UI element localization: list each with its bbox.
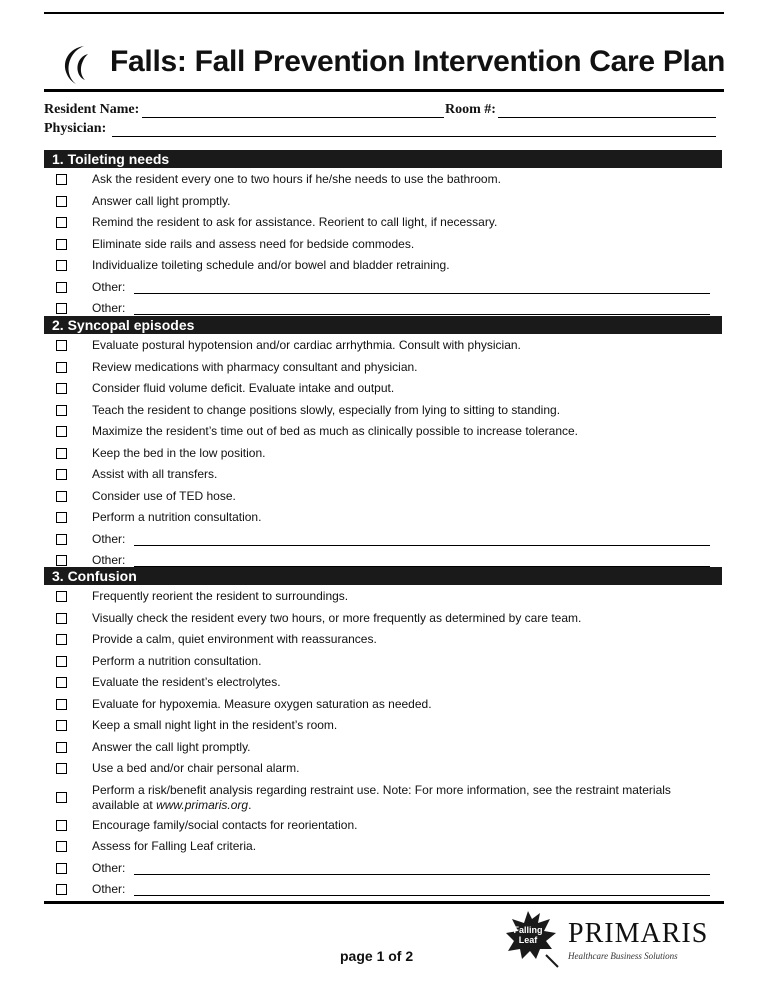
room-number-label: Room #: — [445, 102, 496, 117]
checklist-item-text — [92, 718, 718, 733]
checklist-item-text — [92, 818, 718, 833]
checklist-item — [56, 194, 722, 210]
falling-leaf-label: Falling Leaf — [513, 925, 543, 945]
resident-name-label: Resident Name: — [44, 102, 140, 117]
checkbox[interactable] — [56, 239, 67, 250]
checkbox[interactable] — [56, 426, 67, 437]
checklist-item-text — [92, 403, 718, 418]
checklist-item-text — [92, 360, 718, 375]
checkbox[interactable] — [56, 282, 67, 293]
item-text: Visually check the resident every two hours, or more frequently as determined by care team. — [92, 610, 582, 625]
section-heading-text: 2. Syncopal episodes — [52, 317, 195, 333]
checkbox[interactable] — [56, 677, 67, 688]
checklist-item-text — [92, 381, 718, 396]
item-text: Frequently reorient the resident to surroundings. — [92, 589, 349, 603]
checklist-item — [56, 258, 722, 274]
checklist-item-text — [92, 424, 718, 439]
footer-rule — [44, 901, 724, 904]
item-text: Perform a nutrition consultation. — [92, 653, 262, 668]
physician-label: Physician: — [44, 121, 107, 136]
checkbox[interactable] — [56, 863, 67, 874]
physician-field[interactable] — [112, 136, 716, 137]
checkbox[interactable] — [56, 362, 67, 373]
item-text: Other: — [92, 553, 126, 567]
item-text: Review medications with pharmacy consultant and physician. — [92, 359, 418, 374]
item-text: Other: — [92, 279, 126, 294]
checklist-item — [56, 403, 722, 419]
checklist-item — [56, 532, 722, 548]
item-text: Eliminate side rails and assess need for bedside commodes. — [92, 236, 415, 251]
checklist-item — [56, 237, 722, 253]
checklist-item-text — [92, 194, 718, 209]
checkbox[interactable] — [56, 591, 67, 602]
checklist-item-text — [92, 740, 718, 755]
sentence-end: . — [248, 797, 252, 812]
resident-name-field[interactable] — [142, 117, 444, 118]
checkbox[interactable] — [56, 383, 67, 394]
checkbox[interactable] — [56, 491, 67, 502]
section-heading — [44, 150, 722, 168]
checklist-item — [56, 215, 722, 231]
checklist-item-text — [92, 467, 718, 482]
checklist-item — [56, 280, 722, 296]
checkbox[interactable] — [56, 656, 67, 667]
checklist-item-text — [92, 783, 718, 813]
checklist-item — [56, 740, 722, 756]
checkbox[interactable] — [56, 448, 67, 459]
header-rule — [44, 89, 724, 92]
page-header — [44, 42, 724, 88]
checkbox[interactable] — [56, 884, 67, 895]
checklist-item — [56, 301, 722, 317]
checklist-item-text — [92, 237, 718, 252]
checklist-item-text — [92, 489, 718, 504]
checkbox[interactable] — [56, 534, 67, 545]
checklist-item — [56, 632, 722, 648]
item-text: Provide a calm, quiet environment with reassurances. — [92, 632, 377, 646]
primaris-brand: PRIMARIS — [568, 918, 709, 949]
checklist-item — [56, 424, 722, 440]
checklist-item-text — [92, 839, 718, 854]
checklist-item — [56, 654, 722, 670]
checklist-item — [56, 360, 722, 376]
item-text: Evaluate the resident’s electrolytes. — [92, 675, 281, 689]
checkbox[interactable] — [56, 174, 67, 185]
checklist-item — [56, 611, 722, 627]
checkbox[interactable] — [56, 613, 67, 624]
room-number-field[interactable] — [498, 117, 716, 118]
checklist-item — [56, 589, 722, 605]
checkbox[interactable] — [56, 555, 67, 566]
checklist-item-text — [92, 172, 718, 187]
checklist-item — [56, 381, 722, 397]
item-text: Ask the resident every one to two hours if he/she needs to use the bathroom. — [92, 172, 501, 186]
item-text: Answer call light promptly. — [92, 193, 231, 208]
checklist-item-text — [92, 589, 718, 604]
item-text: Evaluate for hypoxemia. Measure oxygen saturation as needed. — [92, 696, 432, 711]
checklist-item-text — [92, 338, 718, 353]
checklist-item — [56, 467, 722, 483]
checklist-item-text — [92, 675, 718, 690]
checkbox[interactable] — [56, 699, 67, 710]
checklist-item-text — [92, 258, 718, 273]
checklist-item — [56, 172, 722, 188]
checklist-item — [56, 510, 722, 526]
section-heading-text: 3. Confusion — [52, 568, 137, 584]
checklist-item — [56, 338, 722, 354]
checkbox[interactable] — [56, 720, 67, 731]
item-text: Perform a risk/benefit analysis regarding restraint use. Note: For more information, see the restraint materials available at — [92, 782, 671, 812]
section-heading — [44, 567, 722, 585]
checklist-item — [56, 718, 722, 734]
checkbox[interactable] — [56, 469, 67, 480]
checklist-item — [56, 882, 722, 898]
checklist-item-text — [92, 446, 718, 461]
section-heading — [44, 316, 722, 334]
checklist-item-text — [92, 654, 718, 669]
item-text: Use a bed and/or chair personal alarm. — [92, 761, 300, 775]
item-text: Encourage family/social contacts for reorientation. — [92, 817, 358, 832]
checklist-item-text — [92, 510, 718, 525]
checklist-item — [56, 861, 722, 877]
item-text: Teach the resident to change positions slowly, especially from lying to sitting to standing. — [92, 402, 561, 417]
checkbox[interactable] — [56, 763, 67, 774]
item-text: Other: — [92, 882, 126, 896]
item-text: Maximize the resident’s time out of bed as much as clinically possible to increase tolerance. — [92, 424, 579, 438]
checkbox[interactable] — [56, 512, 67, 523]
item-text: Remind the resident to ask for assistance. Reorient to call light, if necessary. — [92, 215, 498, 229]
checkbox[interactable] — [56, 634, 67, 645]
checklist-item-text — [92, 697, 718, 712]
other-entry-line[interactable] — [134, 895, 710, 896]
page-number: page 1 of 2 — [340, 948, 414, 964]
checkbox[interactable] — [56, 820, 67, 831]
other-entry-line[interactable] — [134, 874, 710, 875]
checklist-item — [56, 489, 722, 505]
item-text: Individualize toileting schedule and/or bowel and bladder retraining. — [92, 258, 450, 272]
checkbox[interactable] — [56, 742, 67, 753]
checklist-item-text — [92, 611, 718, 626]
checklist-item — [56, 446, 722, 462]
section-heading-text: 1. Toileting needs — [52, 151, 170, 167]
item-text: Evaluate postural hypotension and/or cardiac arrhythmia. Consult with physician. — [92, 338, 521, 352]
item-text: Keep the bed in the low position. — [92, 445, 266, 460]
item-text: Other: — [92, 531, 126, 546]
item-text: Perform a nutrition consultation. — [92, 510, 262, 524]
item-text: Other: — [92, 860, 126, 875]
checkbox[interactable] — [56, 340, 67, 351]
checklist-item-text — [92, 215, 718, 230]
checklist-item — [56, 783, 722, 813]
checklist-item — [56, 675, 722, 691]
checkbox[interactable] — [56, 217, 67, 228]
primaris-website-link[interactable]: www.primaris.org — [156, 797, 249, 812]
checkbox[interactable] — [56, 405, 67, 416]
other-entry-line[interactable] — [134, 293, 710, 294]
checklist-item — [56, 818, 722, 834]
page-title: Falls: Fall Prevention Intervention Care Plan — [110, 45, 725, 78]
item-text: Assist with all transfers. — [92, 467, 218, 481]
top-rule — [44, 12, 724, 14]
checkbox[interactable] — [56, 260, 67, 271]
primaris-swirl-icon — [54, 42, 100, 88]
primaris-tagline: Healthcare Business Solutions — [568, 951, 678, 961]
checklist-item-text — [92, 632, 718, 647]
other-entry-line[interactable] — [134, 314, 710, 315]
item-text: Assess for Falling Leaf criteria. — [92, 839, 257, 853]
item-text: Keep a small night light in the resident’s room. — [92, 718, 338, 732]
checkbox[interactable] — [56, 196, 67, 207]
checkbox[interactable] — [56, 792, 67, 803]
checklist-item — [56, 839, 722, 855]
checklist-item — [56, 697, 722, 713]
item-text: Other: — [92, 301, 126, 315]
checkbox[interactable] — [56, 841, 67, 852]
item-text: Answer the call light promptly. — [92, 739, 251, 754]
item-text: Consider use of TED hose. — [92, 488, 236, 503]
checklist-item — [56, 761, 722, 777]
other-entry-line[interactable] — [134, 545, 710, 546]
checkbox[interactable] — [56, 303, 67, 314]
item-text: Consider fluid volume deficit. Evaluate intake and output. — [92, 381, 395, 395]
checklist-item-text — [92, 761, 718, 776]
